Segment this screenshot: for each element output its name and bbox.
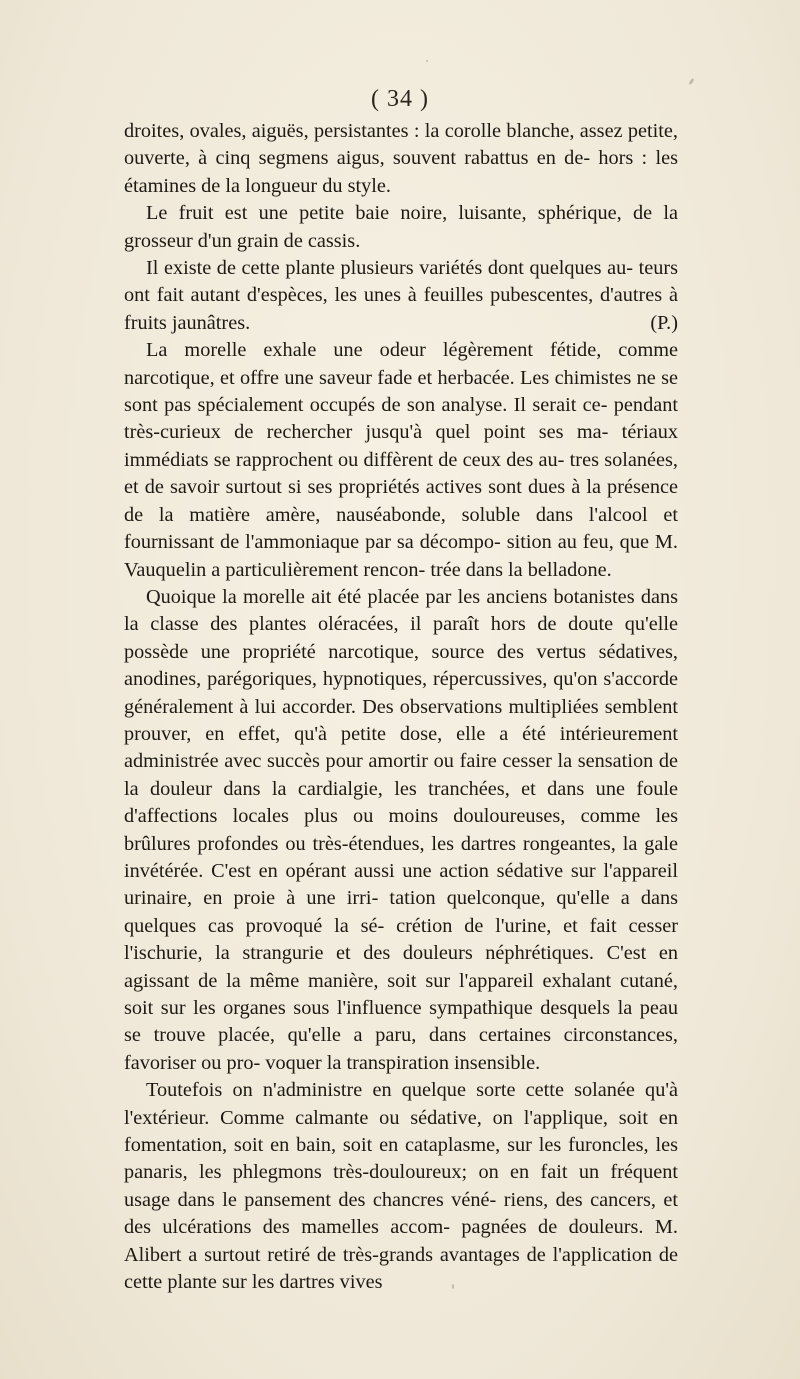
paragraph-properties: Quoique la morelle ait été placée par les anciens botanistes dans la classe des plantes oléracées, il paraît hors de doute qu'elle possède une propriété narcotique, source des vertus sédatives, anodines, parégoriques, hypnotiques, répercussives, qu'on s'accorde généralement à lui accorder. Des observations multipliées semblent prouver, en effet, qu'à petite dose, elle a été intérieurement administrée avec succès pour amortir ou faire cesser la sensation de la douleur dans la cardialgie, les tranchées, et dans une foule d'affections locales plus ou moins douloureuses, comme les brûlures profondes ou très-étendues, les dartres rongeantes, la gale invétérée. C'est en opérant aussi une action sédative sur l'appareil urinaire, en proie à une irri- tation quelconque, qu'elle a dans quelques cas provoqué la sé- crétion de l'urine, et fait cesser l'ischurie, la strangurie et des douleurs néphrétiques. C'est en agissant de la même manière, soit sur l'appareil exhalant cutané, soit sur les organes sous l'influence sympathique desquels la peau se trouve placée, qu'elle a paru, dans certaines circonstances, favoriser ou pro- voquer la transpiration insensible.	[124, 585, 678, 1074]
paragraph-varieties-text: Il existe de cette plante plusieurs variétés dont quelques au- teurs ont fait autant d'espèces, les unes à feuilles pubescentes, d'autres à fruits jaunâtres.	[124, 257, 678, 334]
paragraph-chemistry: La morelle exhale une odeur légèrement fétide, comme narcotique, et offre une saveur fade et herbacée. Les chimistes ne se sont pas spécialement occupés de son analyse. Il serait ce- pendant très-curieux de rechercher jusqu'à quel point ses ma- tériaux immédiats se rapprochent ou diffèrent de ceux des au- tres solanées, et de savoir surtout si ses propriétés actives sont dues à la présence de la matière amère, nauséabonde, soluble dans l'alcool et fournissant de l'ammoniaque par sa décompo- sition au feu, que M. Vauquelin a particulièrement rencon- trée dans la belladone.	[124, 339, 678, 581]
paragraph-description-end: droites, ovales, aiguës, persistantes : la corolle blanche, assez petite, ouverte, à cinq segmens aigus, souvent rabattus en de- hors : les étamines de la longueur du style.	[124, 120, 678, 197]
paper-speck	[452, 1284, 454, 1289]
paragraph-fruit: Le fruit est une petite baie noire, luisante, sphérique, de la grosseur d'un grain de cassis.	[124, 202, 678, 252]
page-number: ( 34 )	[371, 86, 429, 112]
paragraph-varieties	[124, 255, 678, 337]
paper-speck	[688, 78, 694, 85]
body-text	[124, 118, 678, 1296]
paragraph-external-use: Toutefois on n'administre en quelque sorte cette solanée qu'à l'extérieur. Comme calmante ou sédative, on l'applique, soit en fomentation, soit en bain, soit en cataplasme, sur les furoncles, les panaris, les phlegmons très-douloureux; on en fait un fréquent usage dans le pansement des chancres véné- riens, des cancers, et des ulcérations des mamelles accom- pagnées de douleurs. M. Alibert a surtout retiré de très-grands avantages de l'application de cette plante sur les dartres vives	[124, 1079, 678, 1294]
paper-speck	[426, 60, 428, 62]
author-signature: (P.)	[650, 311, 678, 334]
